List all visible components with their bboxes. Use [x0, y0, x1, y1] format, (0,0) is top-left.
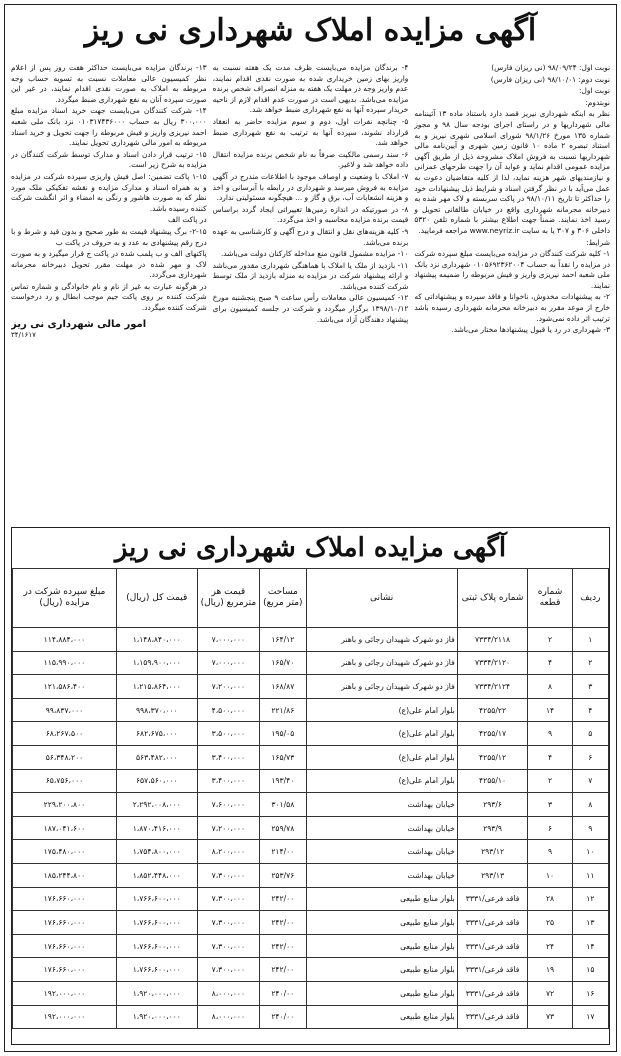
notice-paragraph: نوبتدوم: — [585, 97, 610, 107]
table-cell: ۹ — [528, 722, 572, 746]
table-cell: ۳،۴۰۰،۰۰۰ — [197, 769, 260, 793]
notice-paragraph: پاکتهای الف و ب پلمب شده در پاکت ج قرار میگیرد و به صورت لاک و مهر شده در مهلت مقرر تحویل دبیرخانه محرمانه شهرداری می‌گردد. — [10, 249, 207, 280]
table-cell: ۴۲۵۵/۱۰ — [457, 769, 528, 793]
table-row — [13, 722, 609, 746]
table-cell: ۱۹۵/۰۵ — [260, 722, 306, 746]
text-column-left-body — [11, 63, 207, 314]
notice-paragraph: ۱۰- مزایده مشمول قانون منع مداخله کارکنان دولت می‌باشد. — [220, 249, 409, 259]
table-cell: ۷،۶۰۰،۰۰۰ — [197, 793, 260, 817]
table-cell: بلوار امام علی(ع) — [306, 698, 457, 722]
table-row — [13, 745, 609, 769]
table-cell: ۷،۳۰۰،۰۰۰ — [197, 911, 260, 935]
table-cell: ۱۹۲،۰۰۰،۰۰۰ — [13, 981, 117, 1005]
table-cell: بلوار منابع طبیعی — [306, 911, 457, 935]
table-cell: ۲۴۲/۰۰ — [260, 887, 306, 911]
table-cell: فاز دو شهرک شهیدان رجائی و باهنر — [306, 628, 457, 652]
table-cell: ۱۷۶،۶۶۰،۰۰۰ — [13, 958, 117, 982]
table-cell: فاقد فرعی/۳۳۳۱ — [457, 887, 528, 911]
table-cell: فاز دو شهرک شهیدان رجائی و باهنر — [306, 675, 457, 699]
table-cell: ۱۱ — [572, 863, 608, 887]
text-column-left — [11, 63, 207, 515]
table-cell: ۲ — [528, 628, 572, 652]
table-cell: فاقد فرعی/۳۳۳۱ — [457, 981, 528, 1005]
table-cell: ۸ — [528, 675, 572, 699]
notice-paragraph: شرایط: — [586, 237, 610, 247]
table-cell: ۴۲۵۵/۱۲ — [457, 745, 528, 769]
table-cell: ۱۱۵،۹۹۰،۰۰۰ — [13, 651, 117, 675]
table-cell: ۲۱۴/۰۰ — [260, 840, 306, 864]
table-cell: ۸،۲۰۰،۰۰۰ — [197, 840, 260, 864]
table-cell: ۲۴۰/۰۰ — [260, 981, 306, 1005]
table-cell: ۲۵۳/۷۶ — [260, 863, 306, 887]
table-cell: بلوار منابع طبیعی — [306, 981, 457, 1005]
notice-paragraph: ۹- کلیه هزینه‌های نقل و انتقال و درج آگهی و کارشناسی به عهده برنده می‌باشد. — [212, 226, 409, 247]
table-cell: ۵۶،۳۴۸،۲۰۰ — [13, 745, 117, 769]
notice-paragraph: ۱۲- کمیسیون عالی معاملات رأس ساعت ۹ صبح پنجشنبه مورخ ۱۳۹۸/۱۰/۱۲ برگزار میگردد و شرکت در جلسه کمیسیون برای پیشنهاد دهندگان آزاد می‌باشد. — [212, 293, 409, 324]
table-cell: ۱۷۵،۴۸۰،۰۰۰ — [13, 840, 117, 864]
table-row — [13, 887, 609, 911]
table-cell: ۱،۷۶۶،۶۰۰،۰۰۰ — [116, 958, 197, 982]
notice-paragraph: ۴- برندگان مزایده می‌بایست ظرف مدت یک هفته نسبت به واریز بهای زمین خریداری شده به صورت نقدی اقدام نمایند، عدم واریز وجه در مهلت یک هفته به منزله انصراف شخص برنده مزایده می‌باشد. بدیهی است در صورت عدم اقدام لازم از ناحیه خریدار سپرده آنها به نفع شهرداری ضبط خواهد شد. — [212, 63, 409, 115]
table-cell: ۱۶۴/۱۲ — [260, 628, 306, 652]
table-cell: ۲۹۳/۱۲ — [457, 840, 528, 864]
table-cell: ۱ — [572, 628, 608, 652]
table-row — [13, 675, 609, 699]
table-cell: ۲ — [528, 769, 572, 793]
table-cell: ۷ — [572, 769, 608, 793]
table-cell: ۱۶۵/۷۰ — [260, 651, 306, 675]
table-cell: ۷،۳۰۰،۰۰۰ — [197, 863, 260, 887]
table-cell: ۵ — [572, 722, 608, 746]
notice-text-columns — [11, 63, 610, 515]
notice-paragraph: ۳- شهرداری در رد یا قبول پیشنهادها مختار می‌باشد. — [451, 325, 610, 335]
table-cell: ۴۲۵۵/۲۲ — [457, 698, 528, 722]
table-cell: ۹۹۸،۳۷۰،۰۰۰ — [116, 698, 197, 722]
table-cell: ۱،۹۲۰،۰۰۰،۰۰۰ — [116, 1005, 197, 1029]
table-header-cell: شماره پلاک ثبتی — [457, 569, 528, 628]
notice-paragraph: در پاکت الف — [168, 215, 207, 225]
table-cell: ۲۹۳/۶ — [457, 793, 528, 817]
property-table — [12, 568, 609, 1029]
table-cell: ۱۹۲،۰۰۰،۰۰۰ — [13, 1005, 117, 1029]
table-cell: ۱۱۴،۸۸۴،۰۰۰ — [13, 628, 117, 652]
table-row — [13, 628, 609, 652]
table-cell: ۲ — [572, 651, 608, 675]
table-cell: ۳ — [572, 675, 608, 699]
table-header-cell: مبلغ سپرده شرکت در مزایده (ریال) — [13, 569, 117, 628]
table-cell: ۲۹۳/۹ — [457, 816, 528, 840]
table-cell: ۱۵ — [572, 958, 608, 982]
table-cell: ۸،۰۰۰،۰۰۰ — [197, 1005, 260, 1029]
table-cell: ۱۰ — [572, 840, 608, 864]
table-cell: ۱،۷۵۴،۸۰۰،۰۰۰ — [116, 840, 197, 864]
table-cell: بلوار منابع طبیعی — [306, 958, 457, 982]
property-table-box — [11, 527, 610, 1045]
table-row — [13, 958, 609, 982]
table-cell: ۷۳۳۴/۲۱۱۸ — [457, 628, 528, 652]
table-cell: ۶۸،۲۶۷،۵۰۰ — [13, 722, 117, 746]
table-cell: ۲۴۲/۰۰ — [260, 934, 306, 958]
text-column-middle — [213, 63, 409, 515]
table-cell: ۱۷۶،۶۶۰،۰۰۰ — [13, 934, 117, 958]
table-row — [13, 863, 609, 887]
table-row — [13, 981, 609, 1005]
table-cell: فاقد فرعی/۳۳۳۱ — [457, 911, 528, 935]
table-cell: ۲۹۳/۱۳ — [457, 863, 528, 887]
table-cell: ۱،۷۶۶،۶۰۰،۰۰۰ — [116, 911, 197, 935]
table-cell: ۱۳ — [572, 911, 608, 935]
table-row — [13, 769, 609, 793]
notice-page — [4, 4, 617, 1052]
table-cell: ۶۵۷،۵۶۰،۰۰۰ — [116, 769, 197, 793]
table-cell: ۴ — [528, 745, 572, 769]
notice-paragraph: نوبت اول: — [578, 86, 610, 96]
table-cell: ۴ — [572, 698, 608, 722]
table-cell: بلوار منابع طبیعی — [306, 934, 457, 958]
notice-paragraph: در هرگونه عبارت به غیر از نام و نام خانوادگی و شماره تماس شرکت کننده بر روی پاکت جیم موجب ابطال و رد درخواست شرکت کننده میگردد. — [10, 281, 207, 313]
table-cell: ۱۹۳/۴۰ — [260, 769, 306, 793]
table-cell: ۱،۸۷۰،۴۱۶،۰۰۰ — [116, 816, 197, 840]
table-cell: فاز دو شهرک شهیدان رجائی و باهنر — [306, 651, 457, 675]
table-cell: ۷،۰۰۰،۰۰۰ — [197, 628, 260, 652]
table-cell: ۹ — [572, 816, 608, 840]
table-row — [13, 840, 609, 864]
table-cell: ۶۵،۷۵۶،۰۰۰ — [13, 769, 117, 793]
notice-title: آگهی مزایده املاک شهرداری نی ریز — [84, 13, 537, 48]
table-cell: بلوار امام علی(ع) — [306, 722, 457, 746]
table-row — [13, 816, 609, 840]
notice-paragraph: ۷- املاک با وضعیت و اوصاف موجود با اطلاعات مندرج در آگهی مزایده به فروش میرسد و شهرداری در رابطه با آبرسانی و اخذ و هزینه انشعابات آب، برق و گاز و ... هیچگونه مسئولیتی ندارد. — [212, 171, 409, 203]
table-cell: ۹ — [528, 840, 572, 864]
table-cell: ۷۳۳۴/۲۱۲۰ — [457, 651, 528, 675]
table-row — [13, 934, 609, 958]
table-cell: ۲۵ — [528, 911, 572, 935]
table-row — [13, 698, 609, 722]
table-header-cell: نشانی — [306, 569, 457, 628]
table-cell: ۱،۹۲۰،۰۰۰،۰۰۰ — [116, 981, 197, 1005]
table-cell: ۳،۴۰۰،۰۰۰ — [197, 745, 260, 769]
table-title: آگهی مزایده املاک شهرداری نی ریز — [114, 533, 507, 563]
table-cell: بلوار امام علی(ع) — [306, 745, 457, 769]
notice-paragraph: ۱- کلیه شرکت کنندگان در مزایده می‌بایست مبلغ سپرده شرکت در مزایده را نقداً به حساب ۰۱۰۵۶۹۲۳۶۲۰۰۴ شهرداری نزد بانک ملی شعبه احمد نیریزی واریز و فیش مربوطه را ضمیمه پیشنهاد نمایند. — [414, 249, 610, 290]
table-cell: فاقد فرعی/۳۳۳۱ — [457, 958, 528, 982]
table-row — [13, 1005, 609, 1029]
table-cell: ۲۲۱/۸۶ — [260, 698, 306, 722]
table-cell: ۷،۰۰۰،۰۰۰ — [197, 651, 260, 675]
table-cell: ۸،۰۰۰،۰۰۰ — [197, 981, 260, 1005]
table-cell: ۱۴ — [572, 934, 608, 958]
table-cell: ۷۳ — [528, 1005, 572, 1029]
table-cell: ۲۲۹،۲۰۰،۸۰۰ — [13, 793, 117, 817]
notice-paragraph: ۵- چنانچه نفرات اول، دوم و سوم مزایده حاضر به انعقاد قرارداد نشوند، سپرده آنها به ترتیب به نفع شهرداری ضبط خواهد شد. — [212, 116, 409, 148]
notice-paragraph: ۱-۱۵ پاکت تضمین: اصل فیش واریزی سپرده شرکت در مزایده و به همراه اسناد و مدارک مزایده و نقشه تفکیکی ملک مورد نظر که به صورت هاشور و رنگی به امضاء و اثر انگشت شرکت کننده رسیده باشد. — [10, 171, 207, 213]
table-cell: ۱۲ — [572, 887, 608, 911]
table-cell: ۷،۳۰۰،۰۰۰ — [197, 934, 260, 958]
table-row — [13, 793, 609, 817]
table-cell: ۹۹،۸۳۷،۰۰۰ — [13, 698, 117, 722]
table-cell: ۱۸۵،۲۴۴،۸۰۰ — [13, 863, 117, 887]
notice-paragraph: نوبت اول: ۹۸/۰۹/۲۴ (نی ریزان فارس) — [491, 63, 610, 72]
table-cell: ۶ — [528, 816, 572, 840]
table-cell: ۱۶۵/۷۳ — [260, 745, 306, 769]
table-cell: خیابان بهداشت — [306, 840, 457, 864]
notice-paragraph: ۱۳- برندگان مزایده می‌بایست حداکثر هفت روز پس از اعلام نظر کمیسیون عالی معاملات نسبت به تسویه حساب وجه مربوطه به املاک به صورت نقدی اقدام نمایند، در غیر این صورت سپرده آنان به نفع شهرداری ضبط میگردد. — [10, 63, 207, 104]
table-body — [13, 628, 609, 1029]
table-cell: ۱،۱۴۸،۸۴۰،۰۰۰ — [116, 628, 197, 652]
table-cell: بلوار امام علی(ع) — [306, 769, 457, 793]
table-cell: ۶۸۲،۶۷۵،۰۰۰ — [116, 722, 197, 746]
notice-paragraph: ۶- سند رسمی مالکیت صرفاً به نام شخص برنده مزایده انتقال داده خواهد شد و لاغیر. — [212, 149, 409, 170]
table-cell: ۴ — [528, 651, 572, 675]
table-cell: ۵۶۳،۴۸۲،۰۰۰ — [116, 745, 197, 769]
notice-paragraph: ۱۱- بازدید از ملک یا املاک با هماهنگی شهرداری مقدور می‌باشد و ارائه پیشنهاد شرکت در مزایده به منزله بازدید از ملک توسط شرکت کننده می‌باشد. — [212, 260, 409, 291]
table-cell: ۳،۵۰۰،۰۰۰ — [197, 722, 260, 746]
table-header-cell: قیمت کل (ریال) — [116, 569, 197, 628]
table-header-cell: قیمت هر مترمربع (ریال) — [197, 569, 260, 628]
table-cell: ۲۴۲/۰۰ — [260, 958, 306, 982]
signature: امور مالی شهرداری نی ریز — [10, 318, 147, 330]
notice-paragraph: نوبت دوم: ۹۸/۱۰/۰۱ (نی ریزان فارس) — [490, 74, 610, 84]
notice-paragraph: ۱۵- ترتیب قرار دادن اسناد و مدارک توسط شرکت کنندگان در مزایده به شرح زیر است. — [10, 149, 207, 170]
table-row — [13, 651, 609, 675]
table-header-cell: ردیف — [572, 569, 608, 628]
table-cell: ۶ — [572, 745, 608, 769]
table-cell: بلوار منابع طبیعی — [306, 1005, 457, 1029]
table-cell: ۲۴ — [528, 934, 572, 958]
table-cell: ۱،۷۶۶،۶۰۰،۰۰۰ — [116, 934, 197, 958]
table-cell: ۱۹ — [528, 958, 572, 982]
table-cell: ۱۷۶،۶۶۰،۰۰۰ — [13, 887, 117, 911]
table-cell: ۲۴۲/۰۰ — [260, 911, 306, 935]
table-cell: ۲،۲۹۲،۰۰۸،۰۰۰ — [116, 793, 197, 817]
table-header-row — [13, 569, 609, 628]
table-cell: ۷۲ — [528, 981, 572, 1005]
table-cell: ۱،۱۵۹،۹۰۰،۰۰۰ — [116, 651, 197, 675]
table-cell: خیابان بهداشت — [306, 863, 457, 887]
table-cell: ۱۷۶،۶۶۰،۰۰۰ — [13, 911, 117, 935]
table-cell: ۷،۳۰۰،۰۰۰ — [197, 958, 260, 982]
notice-paragraph: نظر به اینکه شهرداری نیریز قصد دارد باستناد ماده ۱۳ آئیننامه مالی شهرداریها و در راستای اجرای بودجه سال ۹۸ و مجوز شماره ۱۳۵ مورخ ۹۸/۱/۲۶ شورای اسلامی شهری نیریز و به استناد تبصره ۲ ماده ۱۰ قانون زمین شهری و آیین‌نامه مالی شهرداریها نسبت به فروش املاک مشروحه ذیل از طریق آگهی مزایده عمومی اقدام نماید و عواید آن را جهت طرحهای عمرانی و نیازمندیهای شهر هزینه نماید، لذا از کلیه متقاضیان دعوت به عمل می‌آید با در نظر گرفتن اسناد و شرایط ذیل پیشنهادات خود را حداکثر تا تاریخ ۹۸/۱۰/۱۱ در پاکت سربسته و لاک مهر شده به دبیرخانه محرمانه شهرداری واقع در خیابان طالقانی تحویل و رسید اخذ نمایند. ضمناً جهت اطلاع بیشتر با شماره تلفن ۵۳۲۰ داخلی ۳۰۶ و ۳۰۷ یا به سایت www.neyriz.ir مراجعه فرمایید. — [414, 109, 610, 235]
notice-paragraph: ۲-۱۵- برگ پیشنهاد قیمت به طور صحیح و بدون قید و شرط و با درج رقم پیشنهادی به عدد و به حروف در پاکت ب — [10, 226, 207, 247]
table-cell: ۱۲۱،۵۸۶،۴۰۰ — [13, 675, 117, 699]
table-cell: ۴۲۵۵/۱۷ — [457, 722, 528, 746]
table-cell: خیابان بهداشت — [306, 793, 457, 817]
table-cell: ۲۵۹/۷۸ — [260, 816, 306, 840]
table-header-cell: مساحت (متر مربع) — [260, 569, 306, 628]
table-cell: ۱،۲۱۵،۸۶۴،۰۰۰ — [116, 675, 197, 699]
table-cell: ۱۰ — [528, 863, 572, 887]
table-cell: ۱۸۷،۰۴۱،۶۰۰ — [13, 816, 117, 840]
table-cell: ۱،۸۵۲،۴۴۸،۰۰۰ — [116, 863, 197, 887]
table-cell: ۱۶۸/۸۷ — [260, 675, 306, 699]
notice-paragraph: ۱۴- شرکت کنندگان می‌بایست جهت خرید اسناد مزایده مبلغ ۳۰۰،۰۰۰ ریال به حساب ۰۱۰۳۱۷۴۳۶۰۰۰ نزد بانک ملی شعبه احمد نیریزی واریز و فیش مربوطه را جهت تحویل و خرید اسناد مربوطه به امور مالی شهرداری تحویل نمایند. — [10, 106, 207, 148]
table-cell: ۸ — [572, 793, 608, 817]
table-cell: ۳ — [528, 793, 572, 817]
notice-paragraph: ۲- به پیشنهادات مخدوش، ناخوانا و فاقد سپرده و پیشنهاداتی که خارج از موعد مقرر به دبیرخانه محرمانه شهرداری رسیده باشد ترتیب اثر داده نمی‌شود. — [414, 292, 610, 323]
table-cell: ۳۰۱/۵۸ — [260, 793, 306, 817]
notice-paragraph: ۸- در صورتیکه در اندازه زمین‌ها تغییراتی ایجاد گردد براساس قیمت برنده مزایده محاسبه و اخذ می‌گردد. — [212, 204, 409, 225]
table-cell: ۲۸ — [528, 887, 572, 911]
text-column-right — [414, 63, 610, 515]
table-row — [13, 911, 609, 935]
table-cell: ۴،۵۰۰،۰۰۰ — [197, 698, 260, 722]
table-cell: ۱۷ — [572, 1005, 608, 1029]
table-cell: بلوار منابع طبیعی — [306, 887, 457, 911]
table-cell: ۱۶ — [572, 981, 608, 1005]
table-cell: ۱،۷۶۶،۶۰۰،۰۰۰ — [116, 887, 197, 911]
table-cell: فاقد فرعی/۳۳۳۱ — [457, 1005, 528, 1029]
table-cell: ۷،۲۰۰،۰۰۰ — [197, 816, 260, 840]
table-cell: فاقد فرعی/۳۳۳۱ — [457, 934, 528, 958]
table-cell: خیابان بهداشت — [306, 816, 457, 840]
table-header-cell: شماره قطعه — [528, 569, 572, 628]
table-cell: ۲۴۰/۰۰ — [260, 1005, 306, 1029]
table-cell: ۷،۲۰۰،۰۰۰ — [197, 675, 260, 699]
table-cell: ۷،۳۰۰،۰۰۰ — [197, 887, 260, 911]
table-cell: ۷۳۳۴/۲۱۲۴ — [457, 675, 528, 699]
table-cell: ۱۴ — [528, 698, 572, 722]
notice-code: ۳۴/۱۶۱۷ — [10, 331, 36, 340]
